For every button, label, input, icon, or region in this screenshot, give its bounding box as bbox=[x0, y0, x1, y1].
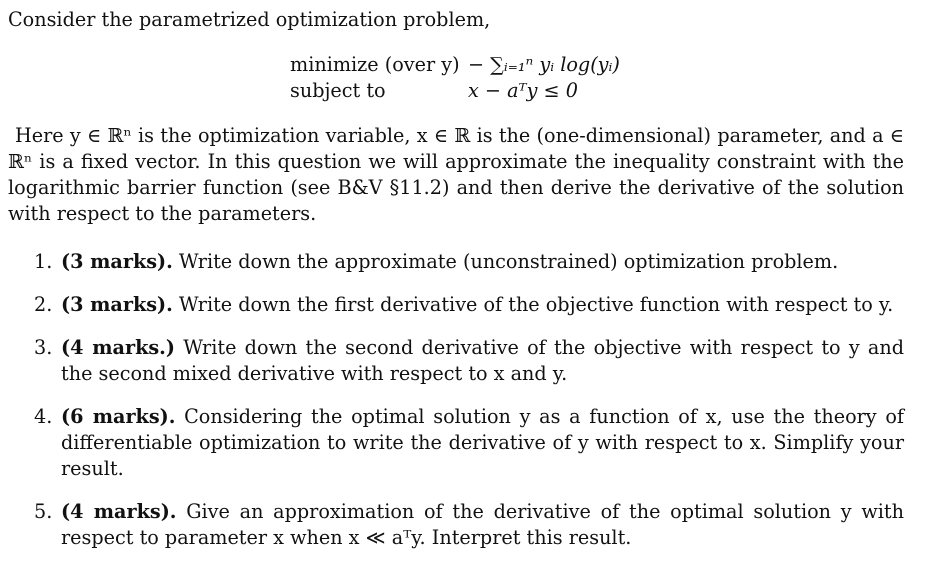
question-item bbox=[34, 499, 904, 551]
question-list bbox=[34, 249, 904, 568]
question-item bbox=[34, 292, 904, 318]
question-number: 5. bbox=[34, 500, 53, 523]
constraint-label: subject to bbox=[290, 79, 386, 102]
objective-label: minimize (over y) bbox=[290, 53, 460, 76]
constraint-expression: x − aᵀy ≤ 0 bbox=[468, 79, 578, 102]
question-item bbox=[34, 335, 904, 387]
question-number: 1. bbox=[34, 250, 53, 273]
question-item bbox=[34, 249, 904, 275]
question-number: 4. bbox=[34, 405, 53, 428]
question-number: 2. bbox=[34, 293, 53, 316]
question-marks: (3 marks). bbox=[61, 250, 173, 273]
question-marks: (4 marks.) bbox=[61, 336, 175, 359]
question-number: 3. bbox=[34, 336, 53, 359]
question-text: Write down the first derivative of the objective function with respect to y. bbox=[178, 293, 894, 316]
objective-expression: − ∑ᵢ₌₁ⁿ yᵢ log(yᵢ) bbox=[468, 53, 620, 76]
question-marks: (3 marks). bbox=[61, 293, 173, 316]
objective-row bbox=[290, 52, 620, 78]
question-marks: (4 marks). bbox=[61, 500, 177, 523]
question-text: Give an approximation of the derivative of the optimal solution y with respect to parameter x when x ≪ aᵀy. Interpret this result. bbox=[61, 500, 904, 549]
question-item bbox=[34, 404, 904, 482]
question-text: Write down the approximate (unconstrained) optimization problem. bbox=[178, 250, 839, 273]
question-text: Considering the optimal solution y as a function of x, use the theory of differentiable optimization to write the derivative of y with respect to x. Simplify your result. bbox=[61, 405, 904, 480]
optimization-problem bbox=[290, 52, 620, 104]
description-paragraph: Here y ∈ ℝⁿ is the optimization variable, x ∈ ℝ is the (one-dimensional) parameter, and a ∈ ℝⁿ is a fixed vector. In this question we will approximate the inequality constraint with the logarithmic barrier function (see B&V §11.2) and then derive the derivative of the solution with respect to the parameters. bbox=[8, 124, 904, 225]
question-text: Write down the second derivative of the objective with respect to y and the second mixed derivative with respect to x and y. bbox=[61, 336, 905, 385]
question-marks: (6 marks). bbox=[61, 405, 176, 428]
constraint-row bbox=[290, 78, 620, 104]
intro-text: Consider the parametrized optimization problem, bbox=[8, 8, 491, 31]
